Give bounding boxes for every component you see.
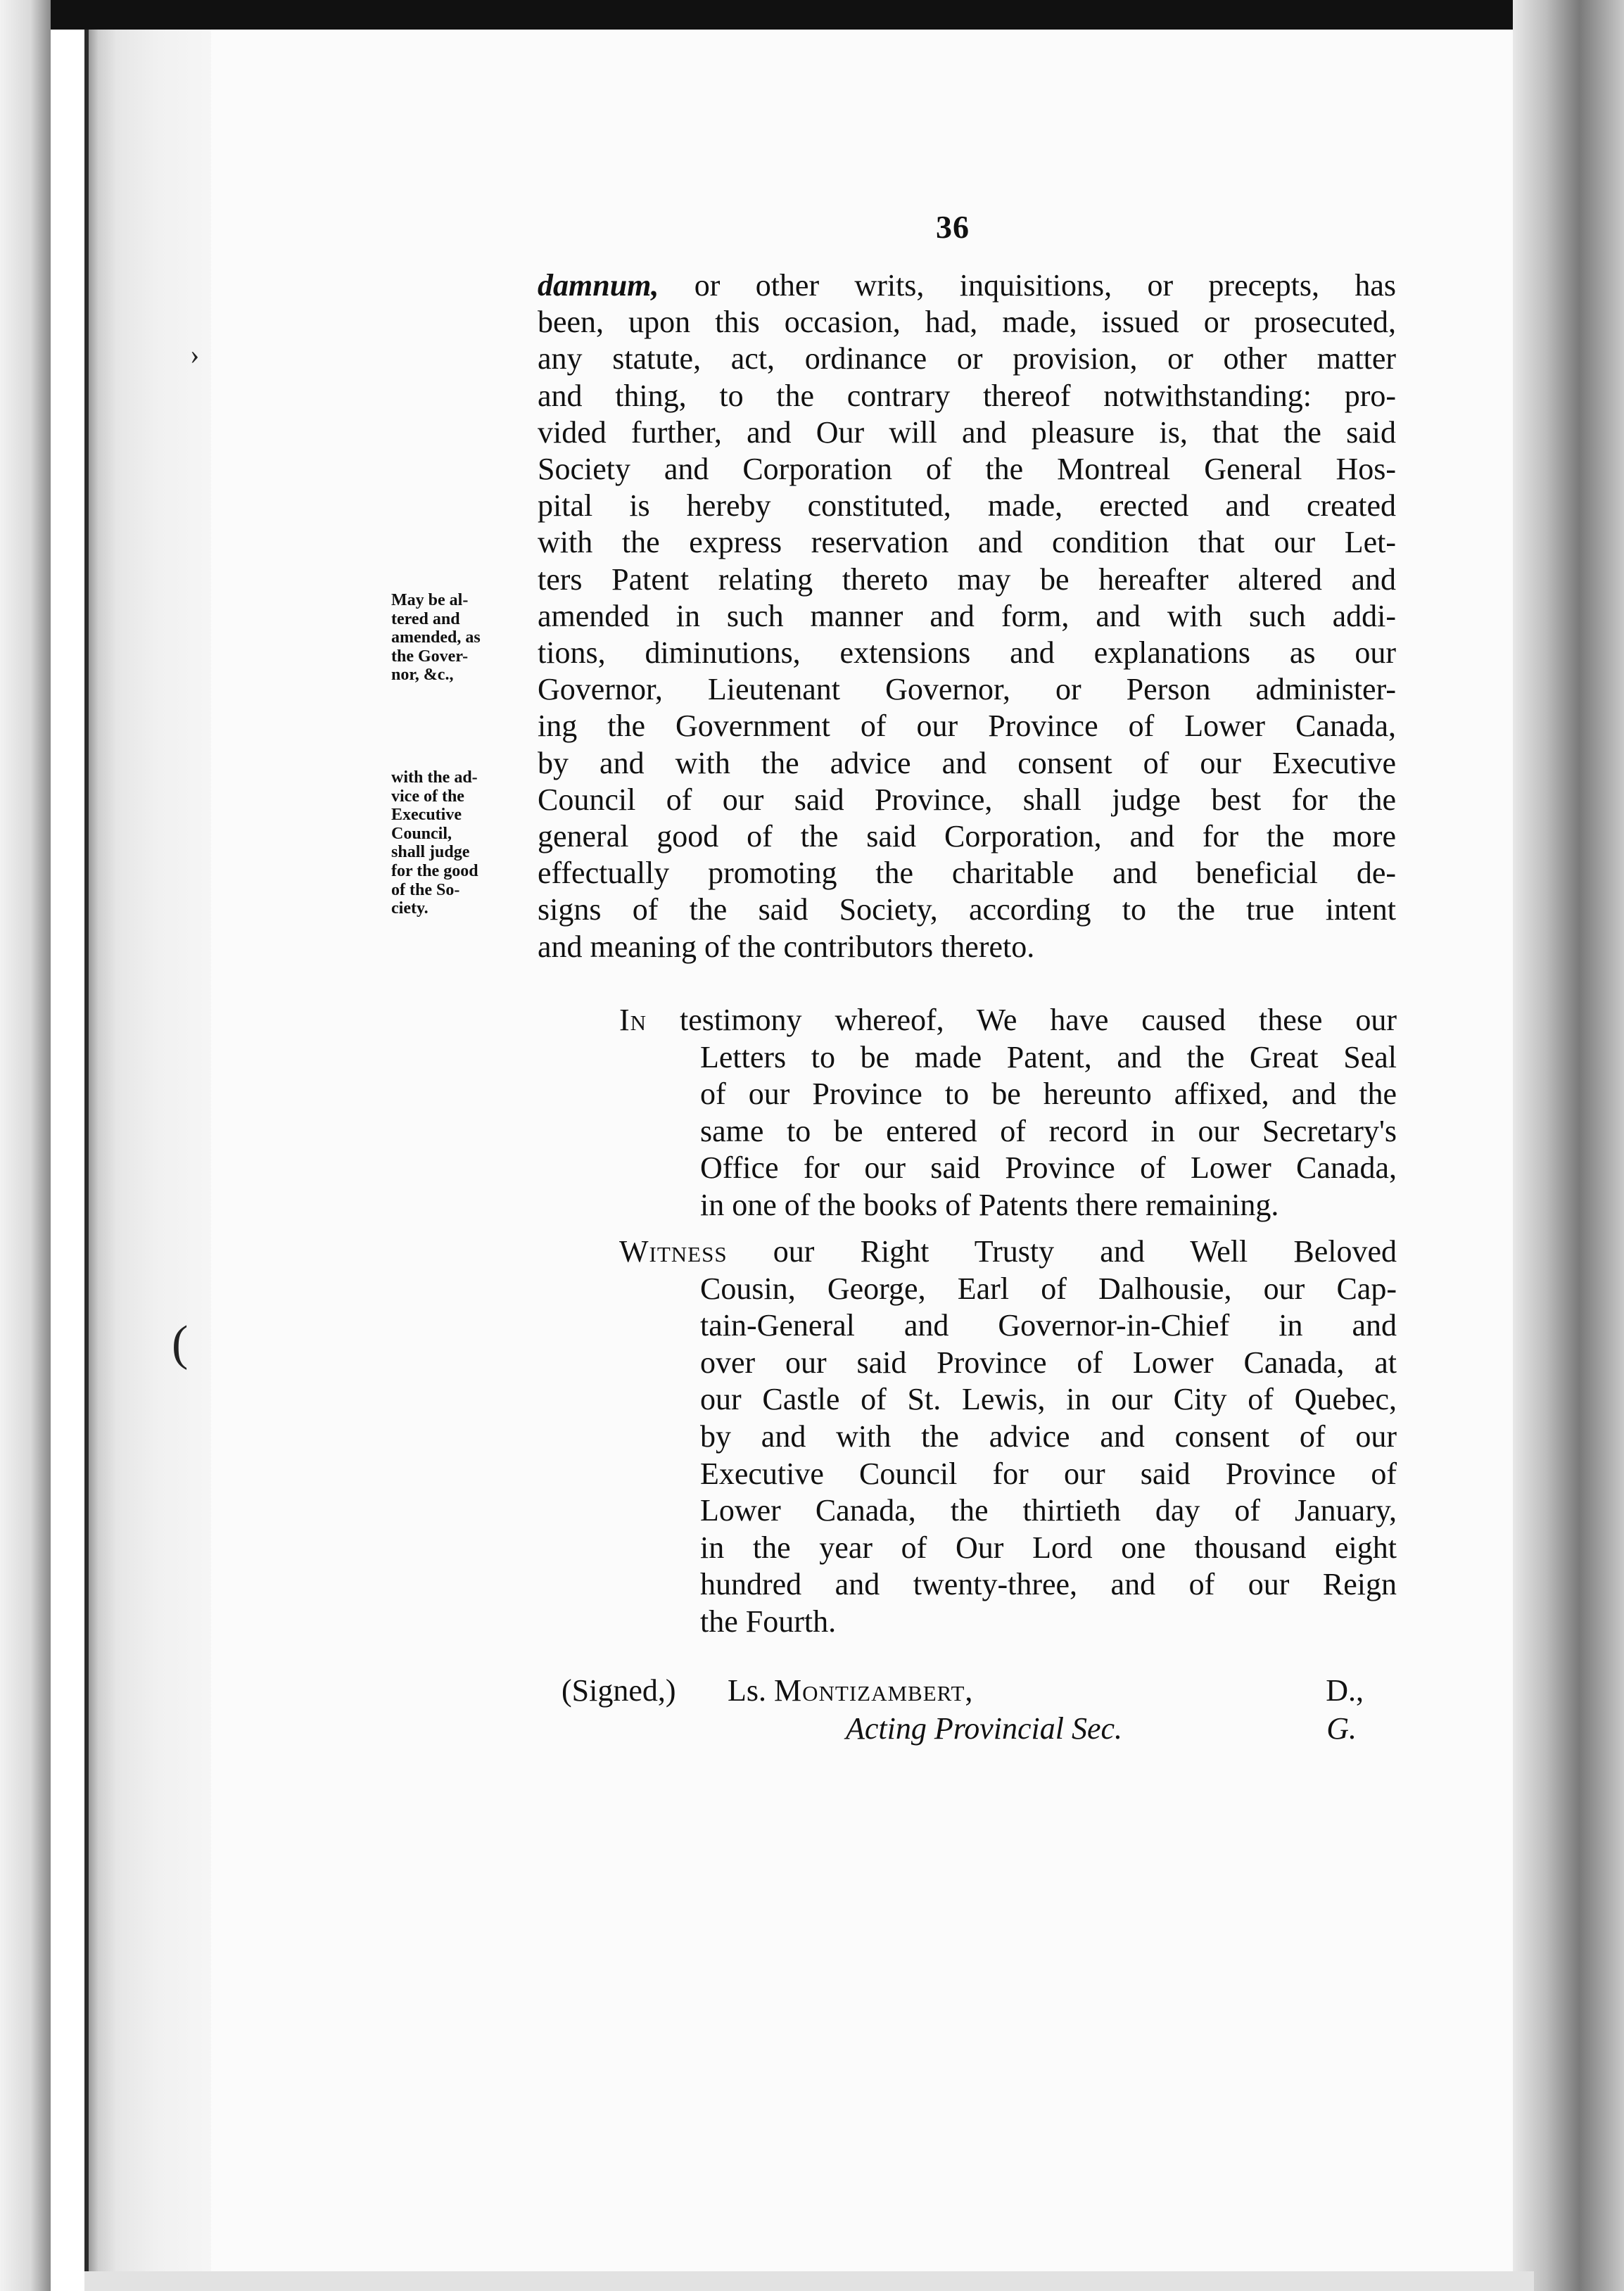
witness-line: hundred and twenty-three, and of our Reign bbox=[700, 1567, 1397, 1602]
stray-mark: › bbox=[190, 338, 200, 370]
initial-d: D., bbox=[1326, 1673, 1364, 1708]
testimony-lead-word: In bbox=[619, 1003, 647, 1037]
page-number: 36 bbox=[936, 209, 970, 245]
initial-g: G. bbox=[1326, 1711, 1357, 1746]
witness-line: Cousin, George, Earl of Dalhousie, our Cap- bbox=[700, 1271, 1397, 1306]
witness-line: Executive Council for our said Province of bbox=[700, 1456, 1397, 1491]
witness-line: our Castle of St. Lewis, in our City of Quebec, bbox=[700, 1382, 1397, 1417]
witness-line: Lower Canada, the thirtieth day of January, bbox=[700, 1493, 1397, 1528]
body-line: any statute, act, ordinance or provision, or other matter bbox=[538, 341, 1396, 376]
witness-clause bbox=[619, 1233, 1397, 1641]
margin-note-line: nor, &c., bbox=[391, 666, 454, 685]
page-edge-stack bbox=[84, 30, 229, 2274]
scan-bottom-edge bbox=[84, 2271, 1534, 2291]
testimony-line: Office for our said Province of Lower Canada, bbox=[700, 1150, 1397, 1186]
margin-note-executive-council bbox=[391, 768, 532, 918]
testimony-clause bbox=[619, 1002, 1397, 1224]
margin-note-line: shall judge bbox=[391, 843, 470, 862]
body-line: vided further, and Our will and pleasure is, that the said bbox=[538, 414, 1396, 450]
signed-label: (Signed,) bbox=[562, 1673, 676, 1708]
witness-first-line: Witness our Right Trusty and Well Beloved bbox=[619, 1234, 1397, 1269]
witness-line: by and with the advice and consent of our bbox=[700, 1419, 1397, 1454]
margin-note-line: vice of the bbox=[391, 787, 464, 806]
binding-shadow bbox=[1513, 0, 1624, 2291]
margin-note-line: the Gover- bbox=[391, 647, 469, 666]
witness-lead-word: Witness bbox=[619, 1234, 728, 1269]
body-line: by and with the advice and consent of our Executive bbox=[538, 745, 1396, 780]
body-paragraph bbox=[538, 267, 1396, 965]
margin-note-line: tered and bbox=[391, 609, 460, 628]
witness-line: over our said Province of Lower Canada, at bbox=[700, 1345, 1397, 1380]
margin-note-line: May be al- bbox=[391, 591, 469, 609]
margin-note-line: amended, as bbox=[391, 628, 481, 647]
signer-title: Acting Provincial Sec. bbox=[846, 1711, 1123, 1746]
testimony-line: in one of the books of Patents there remaining. bbox=[700, 1187, 1279, 1222]
testimony-first-line: In testimony whereof, We have caused these our bbox=[619, 1003, 1397, 1037]
witness-line: in the year of Our Lord one thousand eight bbox=[700, 1530, 1397, 1565]
body-line: ters Patent relating thereto may be hereafter altered and bbox=[538, 561, 1396, 597]
witness-line: tain-General and Governor-in-Chief in and bbox=[700, 1308, 1397, 1343]
body-line: been, upon this occasion, had, made, issued or prosecuted, bbox=[538, 305, 1396, 340]
scan-top-border bbox=[0, 0, 1624, 30]
testimony-line: of our Province to be hereunto affixed, and the bbox=[700, 1077, 1397, 1112]
body-line: ing the Government of our Province of Lower Canada, bbox=[538, 709, 1396, 744]
body-line: Governor, Lieutenant Governor, or Person administer- bbox=[538, 672, 1396, 707]
body-line: tions, diminutions, extensions and explanations as our bbox=[538, 635, 1396, 671]
body-line: Society and Corporation of the Montreal General Hos- bbox=[538, 452, 1396, 487]
body-line: effectually promoting the charitable and beneficial de- bbox=[538, 856, 1396, 891]
body-line: general good of the said Corporation, and for the more bbox=[538, 819, 1396, 854]
margin-note-line: of the So- bbox=[391, 880, 460, 899]
body-line: and meaning of the contributors thereto. bbox=[538, 929, 1035, 964]
testimony-line: same to be entered of record in our Secretary's bbox=[700, 1113, 1397, 1148]
margin-note-line: for the good bbox=[391, 861, 478, 880]
margin-note-line: Council, bbox=[391, 824, 452, 843]
margin-note-line: with the ad- bbox=[391, 768, 478, 787]
signer-name: Ls. Montizambert, bbox=[728, 1673, 974, 1708]
margin-note-line: ciety. bbox=[391, 899, 429, 918]
testimony-line: Letters to be made Patent, and the Great Seal bbox=[700, 1039, 1397, 1074]
latin-term: damnum, bbox=[538, 268, 659, 303]
signature-block bbox=[562, 1672, 1364, 1748]
stray-mark: ( bbox=[172, 1316, 189, 1371]
body-line: Council of our said Province, shall judge best for the bbox=[538, 782, 1396, 817]
body-line: damnum, or other writs, inquisitions, or precepts, has bbox=[538, 268, 1396, 303]
body-line: signs of the said Society, according to the true intent bbox=[538, 892, 1396, 927]
body-line: pital is hereby constituted, made, erected and created bbox=[538, 488, 1396, 523]
body-line: amended in such manner and form, and with such addi- bbox=[538, 598, 1396, 633]
margin-note-amendment bbox=[391, 591, 532, 685]
margin-note-line: Executive bbox=[391, 806, 462, 825]
witness-line: the Fourth. bbox=[700, 1604, 837, 1639]
scan-left-edge bbox=[0, 0, 51, 2291]
body-line: with the express reservation and condition that our Let- bbox=[538, 525, 1396, 560]
body-line: and thing, to the contrary thereof notwithstanding: pro- bbox=[538, 378, 1396, 413]
